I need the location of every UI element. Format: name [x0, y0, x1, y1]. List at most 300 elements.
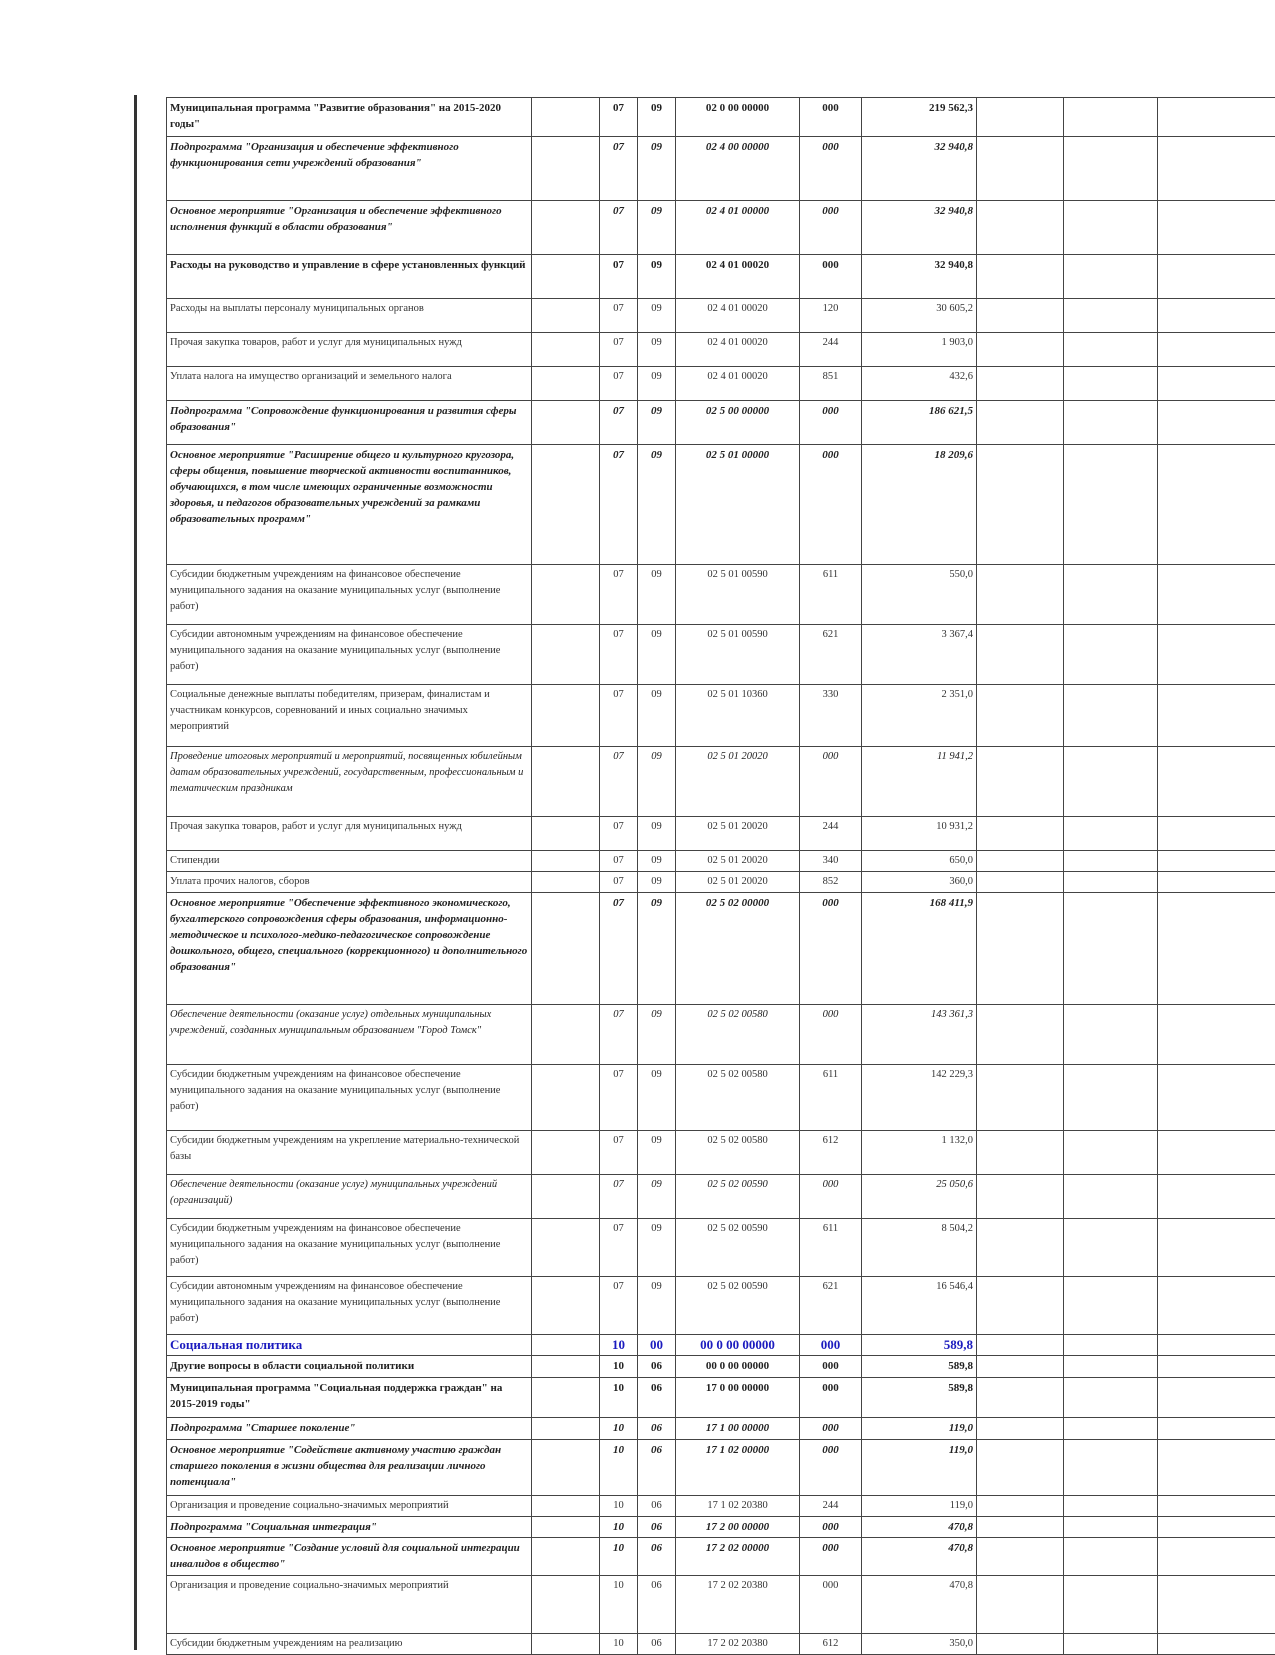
amount-cell: 3 367,4 — [862, 625, 977, 685]
empty-cell — [977, 299, 1064, 333]
row-name-cell: Основное мероприятие "Организация и обеспечение эффективного исполнения функций в области образования" — [167, 201, 532, 255]
table-row — [167, 1634, 1275, 1655]
empty-cell — [977, 1634, 1064, 1655]
empty-cell — [532, 1005, 600, 1065]
amount-cell: 589,8 — [862, 1356, 977, 1378]
empty-cell — [1064, 1538, 1158, 1576]
target-article-cell: 02 5 02 00000 — [676, 893, 800, 1005]
empty-cell — [977, 137, 1064, 201]
empty-cell — [532, 299, 600, 333]
empty-cell — [1158, 1517, 1275, 1538]
expense-type-cell: 851 — [800, 367, 862, 401]
section-code-cell: 10 — [600, 1538, 638, 1576]
empty-cell — [1158, 1418, 1275, 1440]
subsection-code-cell: 06 — [638, 1517, 676, 1538]
expense-type-cell: 000 — [800, 401, 862, 445]
empty-cell — [532, 255, 600, 299]
section-code-cell: 07 — [600, 1277, 638, 1335]
expense-type-cell: 611 — [800, 1219, 862, 1277]
table-row — [167, 872, 1275, 893]
empty-cell — [1158, 1219, 1275, 1277]
subsection-code-cell: 06 — [638, 1634, 676, 1655]
empty-cell — [532, 1277, 600, 1335]
row-name-cell: Организация и проведение социально-значимых мероприятий — [167, 1576, 532, 1634]
row-name-cell: Социальные денежные выплаты победителям, призерам, финалистам и участникам конкурсов, соревнований и иных социально значимых мероприятий — [167, 685, 532, 747]
empty-cell — [1158, 625, 1275, 685]
amount-cell: 550,0 — [862, 565, 977, 625]
target-article-cell: 17 2 02 00000 — [676, 1538, 800, 1576]
expense-type-cell: 244 — [800, 1496, 862, 1517]
empty-cell — [977, 1517, 1064, 1538]
section-code-cell: 10 — [600, 1356, 638, 1378]
row-name-cell: Социальная политика — [167, 1335, 532, 1356]
amount-cell: 470,8 — [862, 1576, 977, 1634]
empty-cell — [532, 851, 600, 872]
empty-cell — [977, 851, 1064, 872]
empty-cell — [532, 817, 600, 851]
empty-cell — [532, 401, 600, 445]
row-name-cell: Основное мероприятие "Создание условий для социальной интеграции инвалидов в общество" — [167, 1538, 532, 1576]
target-article-cell: 02 5 00 00000 — [676, 401, 800, 445]
empty-cell — [1064, 747, 1158, 817]
empty-cell — [1064, 299, 1158, 333]
empty-cell — [1064, 1378, 1158, 1418]
empty-cell — [977, 1576, 1064, 1634]
target-article-cell: 17 1 02 00000 — [676, 1440, 800, 1496]
empty-cell — [532, 1131, 600, 1175]
empty-cell — [1064, 137, 1158, 201]
subsection-code-cell: 09 — [638, 401, 676, 445]
empty-cell — [1158, 137, 1275, 201]
empty-cell — [1064, 98, 1158, 137]
empty-cell — [977, 401, 1064, 445]
empty-cell — [532, 1634, 600, 1655]
subsection-code-cell: 09 — [638, 137, 676, 201]
empty-cell — [1064, 1175, 1158, 1219]
empty-cell — [532, 137, 600, 201]
expense-type-cell: 000 — [800, 747, 862, 817]
section-code-cell: 07 — [600, 333, 638, 367]
empty-cell — [977, 1356, 1064, 1378]
empty-cell — [532, 1175, 600, 1219]
target-article-cell: 02 4 00 00000 — [676, 137, 800, 201]
empty-cell — [1158, 98, 1275, 137]
empty-cell — [977, 625, 1064, 685]
target-article-cell: 02 0 00 00000 — [676, 98, 800, 137]
table-row — [167, 1378, 1275, 1418]
table-row — [167, 367, 1275, 401]
amount-cell: 119,0 — [862, 1418, 977, 1440]
amount-cell: 432,6 — [862, 367, 977, 401]
table-row — [167, 1065, 1275, 1131]
empty-cell — [1158, 367, 1275, 401]
empty-cell — [1064, 893, 1158, 1005]
subsection-code-cell: 09 — [638, 367, 676, 401]
empty-cell — [532, 445, 600, 565]
section-code-cell: 07 — [600, 1005, 638, 1065]
target-article-cell: 02 4 01 00020 — [676, 255, 800, 299]
target-article-cell: 02 5 02 00580 — [676, 1005, 800, 1065]
subsection-code-cell: 09 — [638, 685, 676, 747]
empty-cell — [1158, 1496, 1275, 1517]
target-article-cell: 02 5 02 00580 — [676, 1131, 800, 1175]
empty-cell — [977, 1335, 1064, 1356]
row-name-cell: Другие вопросы в области социальной политики — [167, 1356, 532, 1378]
expense-type-cell: 000 — [800, 1576, 862, 1634]
empty-cell — [1064, 1576, 1158, 1634]
empty-cell — [1158, 565, 1275, 625]
empty-cell — [532, 1418, 600, 1440]
empty-cell — [1158, 1538, 1275, 1576]
table-row — [167, 817, 1275, 851]
subsection-code-cell: 09 — [638, 1219, 676, 1277]
row-name-cell: Прочая закупка товаров, работ и услуг для муниципальных нужд — [167, 817, 532, 851]
empty-cell — [1158, 1277, 1275, 1335]
expense-type-cell: 000 — [800, 1005, 862, 1065]
table-row — [167, 685, 1275, 747]
row-name-cell: Основное мероприятие "Расширение общего и культурного кругозора, сферы общения, повышение творческой активности воспитанников, обучающихся, в том числе имеющих ограниченные возможности здоровья, и педагогов образовательных учреждений за рамками образовательных программ" — [167, 445, 532, 565]
empty-cell — [977, 817, 1064, 851]
empty-cell — [977, 445, 1064, 565]
target-article-cell: 17 1 00 00000 — [676, 1418, 800, 1440]
expense-type-cell: 621 — [800, 625, 862, 685]
target-article-cell: 02 5 01 00590 — [676, 565, 800, 625]
target-article-cell: 17 1 02 20380 — [676, 1496, 800, 1517]
empty-cell — [1064, 1005, 1158, 1065]
amount-cell: 470,8 — [862, 1538, 977, 1576]
empty-cell — [532, 1496, 600, 1517]
expense-type-cell: 000 — [800, 137, 862, 201]
empty-cell — [1064, 333, 1158, 367]
empty-cell — [977, 747, 1064, 817]
empty-cell — [532, 1517, 600, 1538]
section-code-cell: 07 — [600, 1219, 638, 1277]
empty-cell — [977, 685, 1064, 747]
empty-cell — [532, 1440, 600, 1496]
amount-cell: 8 504,2 — [862, 1219, 977, 1277]
amount-cell: 589,8 — [862, 1335, 977, 1356]
section-code-cell: 07 — [600, 817, 638, 851]
expense-type-cell: 000 — [800, 98, 862, 137]
row-name-cell: Субсидии бюджетным учреждениям на укрепление материально-технической базы — [167, 1131, 532, 1175]
amount-cell: 350,0 — [862, 1634, 977, 1655]
amount-cell: 10 931,2 — [862, 817, 977, 851]
empty-cell — [1064, 1277, 1158, 1335]
amount-cell: 650,0 — [862, 851, 977, 872]
target-article-cell: 17 2 02 20380 — [676, 1634, 800, 1655]
expense-type-cell: 000 — [800, 1517, 862, 1538]
expense-type-cell: 611 — [800, 565, 862, 625]
table-row — [167, 747, 1275, 817]
empty-cell — [1064, 872, 1158, 893]
subsection-code-cell: 09 — [638, 625, 676, 685]
subsection-code-cell: 09 — [638, 1065, 676, 1131]
row-name-cell: Подпрограмма "Старшее поколение" — [167, 1418, 532, 1440]
section-code-cell: 10 — [600, 1440, 638, 1496]
target-article-cell: 02 5 01 00000 — [676, 445, 800, 565]
table-row — [167, 1175, 1275, 1219]
row-name-cell: Субсидии бюджетным учреждениям на финансовое обеспечение муниципального задания на оказание муниципальных услуг (выполнение работ) — [167, 1065, 532, 1131]
empty-cell — [532, 685, 600, 747]
amount-cell: 11 941,2 — [862, 747, 977, 817]
expense-type-cell: 000 — [800, 1440, 862, 1496]
empty-cell — [1064, 1335, 1158, 1356]
amount-cell: 16 546,4 — [862, 1277, 977, 1335]
empty-cell — [977, 1440, 1064, 1496]
subsection-code-cell: 09 — [638, 817, 676, 851]
table-row — [167, 1005, 1275, 1065]
row-name-cell: Субсидии бюджетным учреждениям на реализацию — [167, 1634, 532, 1655]
empty-cell — [1064, 625, 1158, 685]
section-code-cell: 07 — [600, 201, 638, 255]
subsection-code-cell: 09 — [638, 255, 676, 299]
target-article-cell: 00 0 00 00000 — [676, 1335, 800, 1356]
table-row — [167, 1496, 1275, 1517]
section-code-cell: 07 — [600, 893, 638, 1005]
table-row — [167, 1335, 1275, 1356]
table-row — [167, 255, 1275, 299]
table-row — [167, 1277, 1275, 1335]
empty-cell — [1064, 445, 1158, 565]
section-code-cell: 10 — [600, 1576, 638, 1634]
amount-cell: 1 132,0 — [862, 1131, 977, 1175]
target-article-cell: 02 5 01 20020 — [676, 817, 800, 851]
empty-cell — [1064, 1356, 1158, 1378]
section-code-cell: 07 — [600, 1065, 638, 1131]
target-article-cell: 02 5 02 00590 — [676, 1175, 800, 1219]
subsection-code-cell: 09 — [638, 893, 676, 1005]
section-code-cell: 07 — [600, 401, 638, 445]
expense-type-cell: 611 — [800, 1065, 862, 1131]
empty-cell — [1158, 1005, 1275, 1065]
target-article-cell: 17 0 00 00000 — [676, 1378, 800, 1418]
empty-cell — [977, 1005, 1064, 1065]
table-row — [167, 445, 1275, 565]
section-code-cell: 07 — [600, 299, 638, 333]
empty-cell — [1064, 401, 1158, 445]
amount-cell: 168 411,9 — [862, 893, 977, 1005]
amount-cell: 119,0 — [862, 1440, 977, 1496]
section-code-cell: 07 — [600, 445, 638, 565]
amount-cell: 1 903,0 — [862, 333, 977, 367]
empty-cell — [1064, 1065, 1158, 1131]
empty-cell — [977, 255, 1064, 299]
table-row — [167, 565, 1275, 625]
section-code-cell: 07 — [600, 137, 638, 201]
expense-type-cell: 340 — [800, 851, 862, 872]
table-row — [167, 1131, 1275, 1175]
subsection-code-cell: 06 — [638, 1378, 676, 1418]
table-row — [167, 401, 1275, 445]
section-code-cell: 07 — [600, 565, 638, 625]
empty-cell — [977, 201, 1064, 255]
subsection-code-cell: 09 — [638, 201, 676, 255]
table-row — [167, 299, 1275, 333]
row-name-cell: Подпрограмма "Организация и обеспечение эффективного функционирования сети учреждений образования" — [167, 137, 532, 201]
section-code-cell: 07 — [600, 255, 638, 299]
target-article-cell: 02 5 01 00590 — [676, 625, 800, 685]
subsection-code-cell: 09 — [638, 445, 676, 565]
empty-cell — [1064, 1440, 1158, 1496]
amount-cell: 470,8 — [862, 1517, 977, 1538]
subsection-code-cell: 06 — [638, 1496, 676, 1517]
table-row — [167, 333, 1275, 367]
section-code-cell: 10 — [600, 1496, 638, 1517]
subsection-code-cell: 09 — [638, 1131, 676, 1175]
empty-cell — [1064, 817, 1158, 851]
section-code-cell: 07 — [600, 1175, 638, 1219]
amount-cell: 589,8 — [862, 1378, 977, 1418]
section-code-cell: 10 — [600, 1378, 638, 1418]
section-code-cell: 07 — [600, 851, 638, 872]
target-article-cell: 02 5 02 00590 — [676, 1277, 800, 1335]
empty-cell — [532, 1065, 600, 1131]
empty-cell — [977, 333, 1064, 367]
empty-cell — [532, 872, 600, 893]
row-name-cell: Основное мероприятие "Обеспечение эффективного экономического, бухгалтерского сопровождения сферы образования, информационно-методическое и психолого-медико-педагогическое сопровождение дошкольного, общего, специального (коррекционного) и дополнительного образования" — [167, 893, 532, 1005]
target-article-cell: 00 0 00 00000 — [676, 1356, 800, 1378]
section-code-cell: 07 — [600, 685, 638, 747]
expense-type-cell: 621 — [800, 1277, 862, 1335]
empty-cell — [1064, 367, 1158, 401]
amount-cell: 360,0 — [862, 872, 977, 893]
empty-cell — [1158, 747, 1275, 817]
page-left-border — [134, 95, 137, 1650]
empty-cell — [532, 565, 600, 625]
section-code-cell: 10 — [600, 1517, 638, 1538]
target-article-cell: 02 5 01 20020 — [676, 747, 800, 817]
amount-cell: 25 050,6 — [862, 1175, 977, 1219]
row-name-cell: Муниципальная программа "Развитие образования" на 2015-2020 годы" — [167, 98, 532, 137]
subsection-code-cell: 09 — [638, 1005, 676, 1065]
empty-cell — [977, 1175, 1064, 1219]
expense-type-cell: 000 — [800, 893, 862, 1005]
amount-cell: 142 229,3 — [862, 1065, 977, 1131]
empty-cell — [1158, 401, 1275, 445]
subsection-code-cell: 06 — [638, 1576, 676, 1634]
empty-cell — [1158, 1356, 1275, 1378]
expense-type-cell: 244 — [800, 333, 862, 367]
target-article-cell: 02 4 01 00000 — [676, 201, 800, 255]
subsection-code-cell: 09 — [638, 1175, 676, 1219]
empty-cell — [532, 1356, 600, 1378]
table-row — [167, 1517, 1275, 1538]
target-article-cell: 02 4 01 00020 — [676, 299, 800, 333]
empty-cell — [1064, 1418, 1158, 1440]
empty-cell — [1158, 1440, 1275, 1496]
row-name-cell: Субсидии бюджетным учреждениям на финансовое обеспечение муниципального задания на оказание муниципальных услуг (выполнение работ) — [167, 1219, 532, 1277]
subsection-code-cell: 00 — [638, 1335, 676, 1356]
empty-cell — [1064, 1219, 1158, 1277]
target-article-cell: 02 5 02 00580 — [676, 1065, 800, 1131]
target-article-cell: 17 2 00 00000 — [676, 1517, 800, 1538]
expense-type-cell: 000 — [800, 1378, 862, 1418]
empty-cell — [977, 1065, 1064, 1131]
target-article-cell: 02 4 01 00020 — [676, 333, 800, 367]
section-code-cell: 10 — [600, 1418, 638, 1440]
empty-cell — [532, 1576, 600, 1634]
row-name-cell: Подпрограмма "Социальная интеграция" — [167, 1517, 532, 1538]
amount-cell: 119,0 — [862, 1496, 977, 1517]
row-name-cell: Подпрограмма "Сопровождение функционирования и развития сферы образования" — [167, 401, 532, 445]
row-name-cell: Субсидии автономным учреждениям на финансовое обеспечение муниципального задания на оказание муниципальных услуг (выполнение работ) — [167, 625, 532, 685]
expense-type-cell: 330 — [800, 685, 862, 747]
row-name-cell: Обеспечение деятельности (оказание услуг) муниципальных учреждений (организаций) — [167, 1175, 532, 1219]
empty-cell — [1158, 445, 1275, 565]
row-name-cell: Уплата налога на имущество организаций и земельного налога — [167, 367, 532, 401]
row-name-cell: Расходы на руководство и управление в сфере установленных функций — [167, 255, 532, 299]
section-code-cell: 07 — [600, 98, 638, 137]
empty-cell — [977, 1496, 1064, 1517]
target-article-cell: 17 2 02 20380 — [676, 1576, 800, 1634]
subsection-code-cell: 09 — [638, 333, 676, 367]
empty-cell — [1158, 1576, 1275, 1634]
target-article-cell: 02 5 01 20020 — [676, 872, 800, 893]
row-name-cell: Муниципальная программа "Социальная поддержка граждан" на 2015-2019 годы" — [167, 1378, 532, 1418]
budget-table — [166, 97, 1275, 1655]
empty-cell — [1158, 893, 1275, 1005]
empty-cell — [977, 367, 1064, 401]
empty-cell — [1064, 201, 1158, 255]
expense-type-cell: 000 — [800, 1356, 862, 1378]
expense-type-cell: 612 — [800, 1131, 862, 1175]
subsection-code-cell: 09 — [638, 98, 676, 137]
section-code-cell: 07 — [600, 367, 638, 401]
table-row — [167, 201, 1275, 255]
empty-cell — [1064, 1517, 1158, 1538]
section-code-cell: 07 — [600, 625, 638, 685]
empty-cell — [1064, 851, 1158, 872]
empty-cell — [532, 367, 600, 401]
expense-type-cell: 612 — [800, 1634, 862, 1655]
empty-cell — [532, 747, 600, 817]
expense-type-cell: 244 — [800, 817, 862, 851]
empty-cell — [977, 1131, 1064, 1175]
empty-cell — [1158, 255, 1275, 299]
empty-cell — [1158, 1634, 1275, 1655]
empty-cell — [532, 1335, 600, 1356]
row-name-cell: Расходы на выплаты персоналу муниципальных органов — [167, 299, 532, 333]
target-article-cell: 02 5 02 00590 — [676, 1219, 800, 1277]
table-row — [167, 1418, 1275, 1440]
row-name-cell: Субсидии автономным учреждениям на финансовое обеспечение муниципального задания на оказание муниципальных услуг (выполнение работ) — [167, 1277, 532, 1335]
expense-type-cell: 000 — [800, 1175, 862, 1219]
subsection-code-cell: 09 — [638, 872, 676, 893]
subsection-code-cell: 06 — [638, 1418, 676, 1440]
empty-cell — [1158, 1131, 1275, 1175]
empty-cell — [532, 333, 600, 367]
section-code-cell: 10 — [600, 1634, 638, 1655]
subsection-code-cell: 09 — [638, 747, 676, 817]
table-row — [167, 625, 1275, 685]
expense-type-cell: 852 — [800, 872, 862, 893]
empty-cell — [1158, 1335, 1275, 1356]
empty-cell — [1158, 1065, 1275, 1131]
section-code-cell: 10 — [600, 1335, 638, 1356]
empty-cell — [1064, 1496, 1158, 1517]
row-name-cell: Субсидии бюджетным учреждениям на финансовое обеспечение муниципального задания на оказание муниципальных услуг (выполнение работ) — [167, 565, 532, 625]
empty-cell — [532, 893, 600, 1005]
empty-cell — [532, 625, 600, 685]
table-row — [167, 851, 1275, 872]
empty-cell — [532, 1538, 600, 1576]
row-name-cell: Проведение итоговых мероприятий и мероприятий, посвященных юбилейным датам образовательных учреждений, государственным, профессиональным и тематическим праздникам — [167, 747, 532, 817]
row-name-cell: Прочая закупка товаров, работ и услуг для муниципальных нужд — [167, 333, 532, 367]
empty-cell — [977, 1219, 1064, 1277]
empty-cell — [1158, 817, 1275, 851]
empty-cell — [977, 872, 1064, 893]
expense-type-cell: 000 — [800, 1335, 862, 1356]
